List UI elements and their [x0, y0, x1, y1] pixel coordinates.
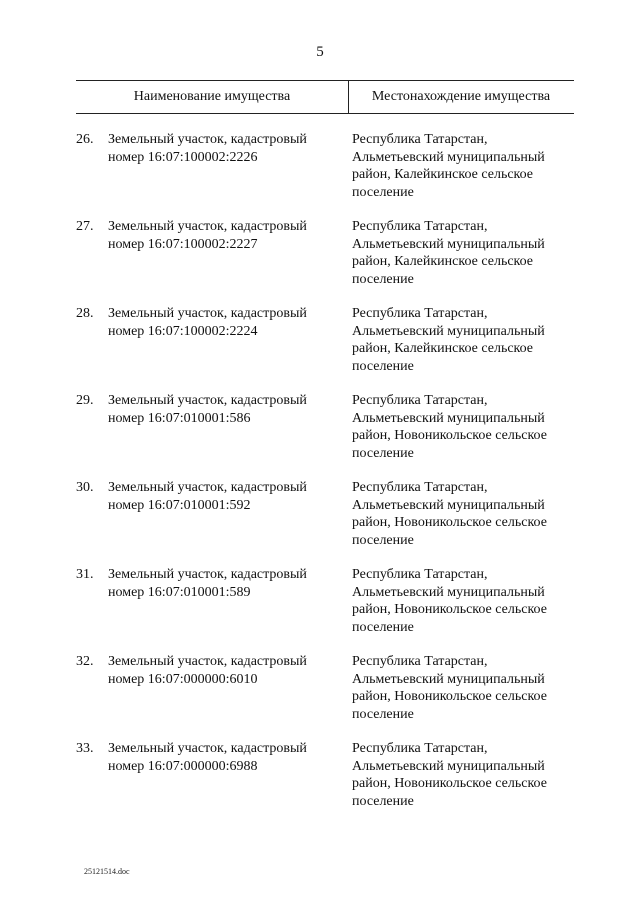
- property-name-line: Земельный участок, кадастровый: [108, 393, 307, 408]
- cadastral-number: номер 16:07:100002:2226: [108, 149, 258, 165]
- location-line: поселение: [352, 793, 414, 809]
- location-line: Республика Татарстан,: [352, 219, 488, 234]
- location-line: район, Новоникольское сельское: [352, 602, 547, 617]
- property-name: [108, 392, 344, 427]
- property-name-line: Земельный участок, кадастровый: [108, 306, 307, 321]
- property-name: [108, 218, 344, 253]
- property-name-line: Земельный участок, кадастровый: [108, 741, 307, 756]
- property-location: [352, 566, 582, 636]
- property-name-line: Земельный участок, кадастровый: [108, 219, 307, 234]
- property-location: [352, 479, 582, 549]
- property-name-line: Земельный участок, кадастровый: [108, 132, 307, 147]
- row-number: 28.: [76, 306, 94, 321]
- location-line: Альметьевский муниципальный: [352, 584, 545, 600]
- property-location: [352, 305, 582, 375]
- location-line: Республика Татарстан,: [352, 393, 488, 408]
- row-number: 26.: [76, 132, 94, 147]
- header-name-column: Наименование имущества: [76, 81, 349, 113]
- row-number: 27.: [76, 219, 94, 234]
- location-line: Альметьевский муниципальный: [352, 149, 545, 165]
- property-location: [352, 740, 582, 810]
- property-location: [352, 653, 582, 723]
- location-line: Республика Татарстан,: [352, 741, 488, 756]
- location-line: поселение: [352, 445, 414, 461]
- location-line: Альметьевский муниципальный: [352, 236, 545, 252]
- table-body: [0, 131, 640, 827]
- table-header: [76, 80, 574, 114]
- cadastral-number: номер 16:07:010001:592: [108, 497, 251, 513]
- location-line: Республика Татарстан,: [352, 132, 488, 147]
- cadastral-number: номер 16:07:010001:586: [108, 410, 251, 426]
- location-line: поселение: [352, 358, 414, 374]
- document-filename: 25121514.doc: [84, 867, 130, 876]
- location-line: поселение: [352, 271, 414, 287]
- location-line: Альметьевский муниципальный: [352, 497, 545, 513]
- table-row: [0, 392, 640, 479]
- row-number: 33.: [76, 741, 94, 756]
- cadastral-number: номер 16:07:100002:2227: [108, 236, 258, 252]
- property-name: [108, 653, 344, 688]
- property-name: [108, 305, 344, 340]
- table-row: [0, 479, 640, 566]
- location-line: Республика Татарстан,: [352, 567, 488, 582]
- location-line: поселение: [352, 532, 414, 548]
- cadastral-number: номер 16:07:010001:589: [108, 584, 251, 600]
- location-line: район, Новоникольское сельское: [352, 689, 547, 704]
- property-name: [108, 740, 344, 775]
- table-row: [0, 653, 640, 740]
- cadastral-number: номер 16:07:000000:6988: [108, 758, 258, 774]
- property-location: [352, 218, 582, 288]
- location-line: Альметьевский муниципальный: [352, 323, 545, 339]
- table-row: [0, 131, 640, 218]
- location-line: Альметьевский муниципальный: [352, 410, 545, 426]
- location-line: Республика Татарстан,: [352, 480, 488, 495]
- location-line: район, Новоникольское сельское: [352, 776, 547, 791]
- table-row: [0, 566, 640, 653]
- property-name: [108, 566, 344, 601]
- location-line: поселение: [352, 619, 414, 635]
- location-line: район, Новоникольское сельское: [352, 428, 547, 443]
- table-row: [0, 305, 640, 392]
- location-line: район, Калейкинское сельское: [352, 254, 534, 269]
- location-line: Республика Татарстан,: [352, 654, 488, 669]
- property-name-line: Земельный участок, кадастровый: [108, 480, 307, 495]
- cadastral-number: номер 16:07:100002:2224: [108, 323, 258, 339]
- property-name-line: Земельный участок, кадастровый: [108, 567, 307, 582]
- row-number: 31.: [76, 567, 94, 582]
- location-line: Альметьевский муниципальный: [352, 758, 545, 774]
- property-location: [352, 392, 582, 462]
- header-location-column: Местонахождение имущества: [371, 89, 551, 104]
- location-line: район, Калейкинское сельское: [352, 167, 534, 182]
- property-name: [108, 479, 344, 514]
- location-line: поселение: [352, 706, 414, 722]
- location-line: Республика Татарстан,: [352, 306, 488, 321]
- cadastral-number: номер 16:07:000000:6010: [108, 671, 258, 687]
- table-row: [0, 218, 640, 305]
- table-row: [0, 740, 640, 827]
- location-line: район, Калейкинское сельское: [352, 341, 534, 356]
- row-number: 32.: [76, 654, 94, 669]
- property-name: [108, 131, 344, 166]
- row-number: 29.: [76, 393, 94, 408]
- page-number: 5: [316, 44, 324, 60]
- row-number: 30.: [76, 480, 94, 495]
- property-name-line: Земельный участок, кадастровый: [108, 654, 307, 669]
- property-location: [352, 131, 582, 201]
- location-line: поселение: [352, 184, 414, 200]
- location-line: Альметьевский муниципальный: [352, 671, 545, 687]
- location-line: район, Новоникольское сельское: [352, 515, 547, 530]
